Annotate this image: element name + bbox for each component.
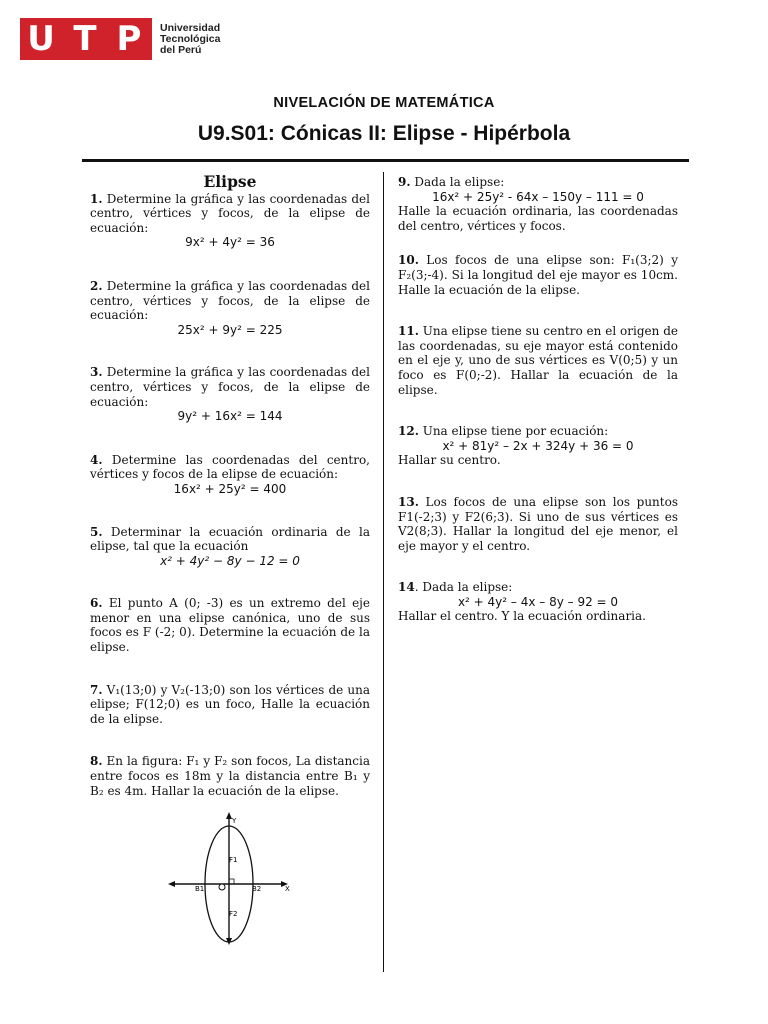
problem-text-after: Hallar el centro. Y la ecuación ordinaria.: [398, 609, 646, 624]
problem-13: [398, 495, 678, 553]
equation: x² + 4y² − 8y − 12 = 0: [160, 553, 300, 568]
x-axis-arrow-left: [168, 881, 175, 887]
problem-text: El punto A (0; -3) es un extremo del eje menor en una elipse canónica, uno de sus focos es F (-2; 0). Determine la ecuación de la elipse.: [90, 596, 370, 655]
equation: 25x² + 9y² = 225: [177, 322, 283, 337]
right-column: [398, 175, 678, 624]
logo-line-2: Tecnológica: [160, 32, 221, 45]
equation: 16x² + 25y² - 64x – 150y – 111 = 0: [432, 189, 644, 204]
problem-4: [90, 453, 370, 482]
title-rule: [82, 159, 689, 162]
equation: 9x² + 4y² = 36: [185, 235, 275, 250]
section-title: Elipse: [203, 172, 257, 191]
problem-number: 5.: [90, 524, 103, 539]
column-divider: [383, 172, 384, 972]
logo-line-1: Universidad: [160, 21, 221, 34]
problem-number: 8.: [90, 754, 103, 769]
problem-number: 12.: [398, 424, 419, 439]
problem-2: [90, 279, 370, 323]
problem-text: Determine la gráfica y las coordenadas del centro, vértices y focos, de la elipse de ecuación:: [90, 191, 370, 235]
y-axis-label: Y: [232, 817, 237, 825]
ellipse-diagram: [165, 812, 300, 947]
right-angle-mark: [229, 879, 234, 884]
logo-letter-t: T: [73, 19, 99, 59]
x-axis-label: X: [285, 885, 290, 893]
page-title: U9.S01: Cónicas II: Elipse - Hipérbola: [197, 122, 571, 145]
utp-logo: [20, 18, 220, 60]
problem-text: V₁(13;0) y V₂(-13;0) son los vértices de una elipse; F(12;0) es un foco, Halle la ecuación de la elipse.: [90, 682, 370, 726]
problem-text-after: Halle la ecuación ordinaria, las coordenadas del centro, vértices y focos.: [398, 204, 678, 233]
problem-text: Determine la gráfica y las coordenadas del centro, vértices y focos, de la elipse de ecuación:: [90, 278, 370, 323]
logo-wordmark: [160, 23, 220, 56]
problem-number: 2.: [90, 278, 103, 293]
center-point: [219, 884, 225, 890]
problem-number: 3.: [90, 365, 103, 380]
ellipse-figure: [165, 812, 300, 947]
problem-number: 9.: [398, 175, 411, 189]
problem-3: [90, 365, 370, 409]
problem-number: 4.: [90, 452, 103, 467]
problem-number: 1.: [90, 191, 103, 206]
problem-10: [398, 253, 678, 297]
problem-5: [90, 525, 370, 554]
problem-text: Dada la elipse:: [414, 175, 505, 189]
problem-6: [90, 596, 370, 654]
f1-label: F1: [229, 856, 238, 864]
problem-9: [398, 175, 678, 190]
problem-number: 6.: [90, 596, 103, 611]
problem-1: [90, 192, 370, 236]
problem-14: [398, 580, 678, 595]
f2-label: F2: [229, 910, 238, 918]
problem-number: 7.: [90, 682, 103, 697]
logo-letter-p: P: [116, 19, 144, 59]
course-title: NIVELACIÓN DE MATEMÁTICA: [273, 95, 495, 111]
logo-mark: [20, 18, 152, 60]
problem-text: Los focos de una elipse son los puntos F1(-2;3) y F2(6;3). Si uno de sus vértices es V2(8;3). Hallar la longitud del eje menor, el eje mayor y el centro.: [398, 494, 678, 553]
problem-text: Determinar la ecuación ordinaria de la elipse, tal que la ecuación: [90, 524, 370, 554]
logo-line-3: del Perú: [160, 43, 202, 56]
problem-12: [398, 424, 678, 439]
left-column: [90, 172, 370, 798]
equation: 16x² + 25y² = 400: [173, 481, 287, 496]
problem-text: Determine la gráfica y las coordenadas del centro, vértices y focos, de la elipse de ecuación:: [90, 365, 370, 409]
problem-text: Determine las coordenadas del centro, vértices y focos de la elipse de ecuación:: [90, 452, 370, 482]
equation: 9y² + 16x² = 144: [177, 409, 283, 424]
problem-text: En la figura: F₁ y F₂ son focos, La distancia entre focos es 18m y la distancia entre B₁ y B₂ es 4m. Hallar la ecuación de la elipse.: [90, 754, 370, 798]
problem-text: Una elipse tiene su centro en el origen de las coordenadas, su eje mayor está contenido en el eje y, uno de sus vértices es V(0;5) y un foco es F(0;-2). Hallar la ecuación de la elipse.: [398, 324, 678, 397]
problem-number: 13.: [398, 494, 419, 509]
equation: x² + 81y² – 2x + 324y + 36 = 0: [442, 438, 634, 453]
problem-number: 11.: [398, 324, 419, 339]
problem-text: Los focos de una elipse son: F₁(3;2) y F₂(3;-4). Si la longitud del eje mayor es 10cm. Halle la ecuación de la elipse.: [398, 253, 678, 297]
b2-label: B2: [252, 885, 262, 893]
problem-text: Una elipse tiene por ecuación:: [422, 424, 609, 439]
logo-letter-u: U: [27, 19, 57, 59]
problem-text: . Dada la elipse:: [414, 580, 513, 595]
problem-8: [90, 754, 370, 798]
problem-text-after: Hallar su centro.: [398, 453, 501, 468]
problem-number: 10.: [398, 253, 419, 268]
problem-11: [398, 324, 678, 397]
b1-label: B1: [195, 885, 205, 893]
equation: x² + 4y² – 4x – 8y – 92 = 0: [457, 594, 619, 609]
problem-number: 14: [398, 580, 415, 595]
problem-7: [90, 683, 370, 727]
